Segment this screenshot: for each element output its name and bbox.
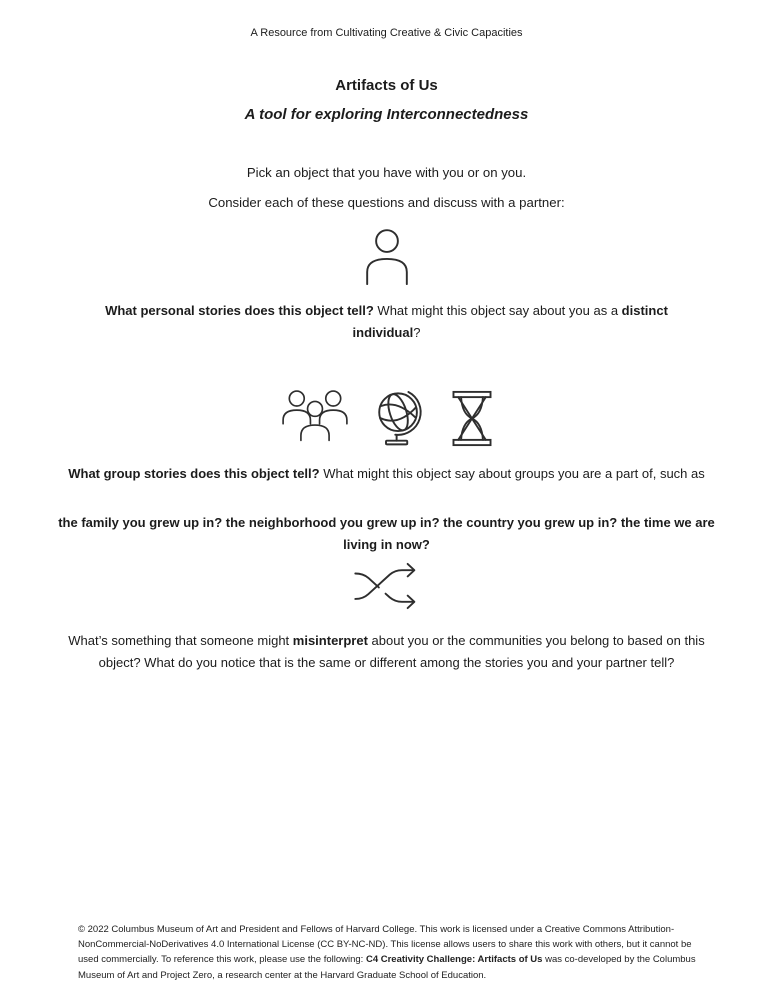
question-misinterpret bbox=[61, 630, 713, 673]
intro-line-1: Pick an object that you have with you or on you. bbox=[246, 165, 527, 180]
question-group-examples: the family you grew up in? the neighborhood you grew up in? the country you grew up in? the time we are living in now? bbox=[58, 515, 715, 552]
question-group-stories bbox=[65, 463, 709, 485]
text-segment: about you or the communities you belong to based on this object? What do you notice that is the same or different among the stories you and your partner tell? bbox=[98, 633, 705, 670]
person-icon bbox=[354, 228, 420, 286]
text-segment: © 2022 Columbus Museum of Art and President and Fellows of Harvard College. This work is licensed under a Creative Commons Attribution-NonCommercial-NoDerivatives 4.0 International License (CC BY-NC-ND). This license allows users to share this work with others, but it cannot be used commercially. To reference this work, please use the following: bbox=[78, 924, 692, 966]
text-segment: What might this object say about you as a bbox=[373, 303, 622, 318]
hourglass-icon bbox=[450, 390, 494, 447]
text-segment: What group stories does this object tell? bbox=[68, 466, 320, 481]
page-title: Artifacts of Us bbox=[335, 77, 438, 94]
text-segment: C4 Creativity Challenge: Artifacts of Us bbox=[365, 954, 543, 966]
shuffle-arrows-icon bbox=[353, 562, 421, 610]
shuffle-icon-row bbox=[0, 562, 773, 610]
page-header-note: A Resource from Cultivating Creative & Civic Capacities bbox=[250, 27, 523, 39]
text-segment: distinct individual bbox=[352, 303, 668, 340]
footer-copyright bbox=[78, 922, 712, 983]
page-subtitle: A tool for exploring Interconnectedness bbox=[244, 106, 529, 123]
text-segment: What might this object say about groups you are a part of, such as bbox=[319, 466, 705, 481]
text-segment: What personal stories does this object tell? bbox=[105, 303, 374, 318]
question-personal-stories bbox=[85, 300, 689, 343]
text-segment: misinterpret bbox=[292, 633, 368, 648]
text-segment: ? bbox=[413, 324, 421, 340]
group-icons-row bbox=[0, 388, 773, 448]
text-segment: What’s something that someone might bbox=[68, 633, 293, 648]
globe-icon bbox=[372, 388, 428, 448]
people-group-icon bbox=[280, 389, 350, 447]
text-segment: was co-developed by the Columbus Museum of Art and Project Zero, a research center at the Harvard Graduate School of Education. bbox=[78, 954, 696, 981]
intro-line-2: Consider each of these questions and discuss with a partner: bbox=[208, 195, 565, 210]
person-icon-row bbox=[0, 228, 773, 286]
